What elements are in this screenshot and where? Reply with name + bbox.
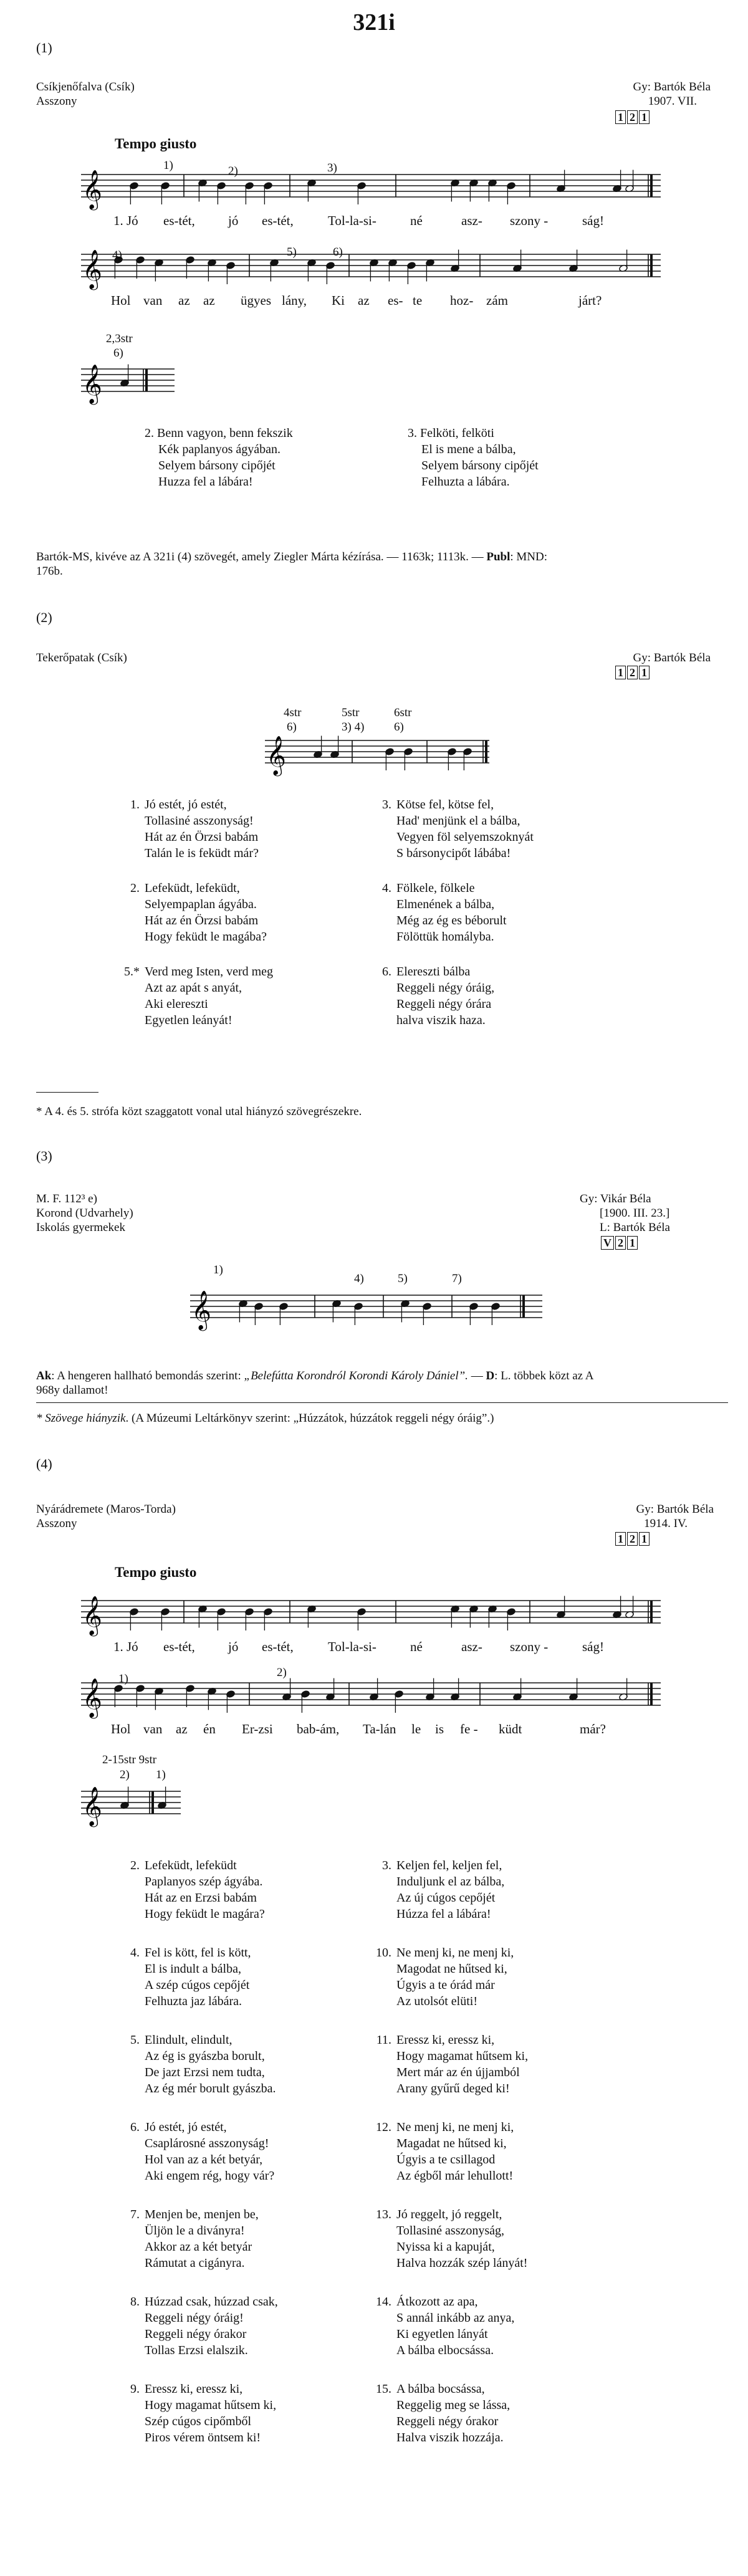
lyric-syllable: es-tét,	[262, 213, 294, 228]
treble-clef-icon: 𝄞	[191, 1290, 211, 1329]
lyric-syllable: járt?	[578, 293, 602, 308]
lyric-syllable: né	[410, 213, 423, 228]
lyric-syllable: van	[143, 293, 163, 308]
code-box: 1	[615, 1532, 626, 1546]
treble-clef-icon: 𝄞	[82, 1678, 102, 1717]
s3-transcriber: L: Bartók Béla	[600, 1221, 670, 1234]
stanza-line: Felhuzta a lábára.	[421, 475, 510, 489]
section-number-1: (1)	[36, 40, 52, 55]
lyric-syllable: szony -	[510, 1639, 549, 1654]
music-mark: 4str	[284, 706, 302, 719]
lyric-syllable: es-tét,	[163, 213, 195, 228]
lyric-syllable: es-tét,	[163, 1639, 195, 1654]
lyric-syllable: Hol	[111, 1721, 131, 1736]
stanza: 2. Lefeküdt, lefeküdt Paplanyos szép ágyába. Hát az en Erzsi babám Hogy feküdt le magára?	[130, 1859, 265, 1921]
s4-classification-code	[614, 1532, 650, 1546]
music-mark: 2)	[120, 1768, 130, 1781]
lyric-syllable: né	[410, 1639, 423, 1654]
lyric-syllable: ság!	[582, 213, 604, 228]
lyric-syllable: ügyes	[241, 293, 271, 308]
s4-singer: Asszony	[36, 1517, 77, 1530]
lyric-syllable: Hol	[111, 293, 131, 308]
treble-clef-icon: 𝄞	[82, 1596, 102, 1635]
lyric-syllable: lány,	[282, 293, 307, 308]
music-mark: 3) 4)	[342, 721, 365, 734]
stanza-column-right	[367, 1857, 528, 2446]
stanza-line: 2. Benn vagyon, benn fekszik	[145, 426, 293, 440]
music-staff	[81, 1675, 661, 1719]
code-box: 1	[639, 1532, 650, 1546]
music-mark: 3)	[327, 161, 337, 175]
music-mark: 6)	[113, 347, 123, 360]
treble-clef-icon: 𝄞	[82, 249, 102, 289]
stanza-column-left	[115, 1857, 278, 2446]
music-mark: 6)	[333, 246, 343, 259]
s2-collector: Gy: Bartók Béla	[633, 651, 711, 664]
stanza: 4. Fölkele, fölkele Elmenének a bálba, Még az ég es béborult Fölöttük homályba.	[382, 881, 507, 944]
code-box: 1	[627, 1236, 638, 1250]
stanza	[408, 425, 539, 490]
code-box: 2	[627, 666, 638, 679]
stanza-line: Kék paplanyos ágyában.	[158, 443, 281, 456]
s2-classification-code	[614, 666, 650, 680]
stanza: 13. Jó reggelt, jó reggelt, Tollasiné asszonyság, Nyissa ki a kapuját, Halva hozzák szép lányát!	[376, 2208, 528, 2270]
s4-place: Nyárádremete (Maros-Torda)	[36, 1503, 176, 1516]
music-mark: 2,3str	[106, 332, 133, 345]
section-number-2: (2)	[36, 610, 52, 625]
lyric-syllable: te	[413, 293, 423, 308]
music-staff	[81, 1593, 661, 1637]
music-mark: 7)	[452, 1272, 462, 1285]
s3-date: [1900. III. 23.]	[600, 1207, 670, 1220]
music-mark: 1)	[118, 1672, 128, 1685]
music-mark: 5str	[342, 706, 360, 719]
stanza-line: Selyem bársony cipőjét	[158, 459, 276, 472]
lyric-syllable: az	[203, 293, 215, 308]
lyric-syllable: ság!	[582, 1639, 604, 1654]
lyric-syllable: 1. Jó	[113, 213, 138, 228]
s1-singer: Asszony	[36, 95, 77, 108]
s1-source-note: Bartók-MS, kivéve az A 321i (4) szövegét, amely Ziegler Márta kézírása. — 1163k; 1113k. — Publ: MND: 176b.	[36, 550, 548, 578]
stanza: 6. Elereszti bálba Reggeli négy óráig, Reggeli négy órára halva viszik haza.	[382, 965, 495, 1027]
code-box: V	[601, 1236, 614, 1250]
s3-classification-code	[600, 1236, 638, 1250]
lyric-syllable: én	[203, 1721, 216, 1736]
s4-date: 1914. IV.	[644, 1517, 688, 1530]
music-staff	[81, 247, 661, 290]
footnote-divider	[36, 1402, 728, 1403]
lyric-syllable: az	[358, 293, 370, 308]
lyric-syllable: jó	[228, 1639, 239, 1654]
s3-source-note: Ak: A hengeren hallható bemondás szerint: „Belefútta Korondról Korondi Károly Dániel”. — D: L. többek közt az A 968y dallamot!	[36, 1369, 594, 1397]
music-mark: 6)	[287, 721, 297, 734]
lyric-syllable: fe -	[460, 1721, 478, 1736]
music-staff	[81, 167, 661, 211]
lyric-syllable: is	[435, 1721, 444, 1736]
s2-place: Tekerőpatak (Csík)	[36, 651, 127, 664]
treble-clef-icon: 𝄞	[82, 1786, 102, 1826]
lyric-syllable: már?	[580, 1721, 606, 1736]
s3-footnote: * Szövege hiányzik. (A Múzeumi Leltárkönyv szerint: „Húzzátok, húzzátok reggeli négy óráig”.)	[36, 1412, 494, 1425]
stanza	[145, 425, 293, 490]
code-box: 2	[627, 1532, 638, 1546]
stanza: 10. Ne menj ki, ne menj ki, Magodat ne hűtsed ki, Úgyis a te órád már Az utolsót elüti!	[376, 1946, 514, 2008]
code-box: 1	[639, 110, 650, 124]
lyric-syllable: szony -	[510, 213, 549, 228]
s3-place: Korond (Udvarhely)	[36, 1207, 133, 1220]
lyric-syllable: le	[411, 1721, 421, 1736]
s3-collector: Gy: Vikár Béla	[580, 1192, 651, 1205]
stanza: 1. Jó estét, jó estét, Tollasiné asszonyság! Hát az én Örzsi babám Talán le is feküdt már?	[130, 798, 259, 860]
stanza-column-left	[115, 797, 273, 1028]
page-title: 321i	[353, 9, 395, 36]
lyric-syllable: zám	[486, 293, 508, 308]
stanza-line: Huzza fel a lábára!	[158, 475, 253, 489]
s4-tempo: Tempo giusto	[115, 1564, 197, 1580]
music-mark: 6str	[394, 706, 412, 719]
lyric-syllable: küdt	[499, 1721, 522, 1736]
lyric-syllable: Tol-la-si-	[328, 1639, 376, 1654]
s1-tempo: Tempo giusto	[115, 136, 197, 151]
lyric-syllable: asz-	[461, 1639, 482, 1654]
lyric-syllable: az	[178, 293, 190, 308]
lyric-syllable: es-	[388, 293, 403, 308]
lyric-syllable: Tol-la-si-	[328, 213, 376, 228]
stanza: 12. Ne menj ki, ne menj ki, Magadat ne hűtsed ki, Úgyis a te csillagod Az égből már lehullott!	[376, 2120, 514, 2183]
stanza: 5. Elindult, elindult, Az ég is gyászba borult, De jazt Erzsi nem tudta, Az ég mér borult gyászba.	[130, 2033, 276, 2095]
footnote-divider	[36, 1092, 98, 1093]
code-box: 2	[627, 110, 638, 124]
section-number-3: (3)	[36, 1148, 52, 1164]
music-mark: 1)	[163, 159, 173, 172]
treble-clef-icon: 𝄞	[82, 364, 102, 403]
s1-collector: Gy: Bartók Béla	[633, 80, 711, 93]
stanza: 4. Fel is kött, fel is kött, El is indult a bálba, A szép cúgos cepőjét Felhuzta jaz lábára.	[130, 1946, 251, 2008]
lyric-syllable: asz-	[461, 213, 482, 228]
music-staff	[81, 362, 175, 405]
music-mark: 4)	[112, 249, 122, 262]
s3-singer: Iskolás gyermekek	[36, 1221, 125, 1234]
music-mark: 2)	[277, 1666, 287, 1679]
stanza-line: Selyem bársony cipőjét	[421, 459, 539, 472]
lyric-syllable: Er-zsi	[242, 1721, 273, 1736]
s1-date: 1907. VII.	[648, 95, 697, 108]
lyric-syllable: Ki	[332, 293, 345, 308]
stanza: 7. Menjen be, menjen be, Üljön le a diványra! Akkor az a két betyár Rámutat a cigányra.	[130, 2208, 259, 2270]
stanza: 14. Átkozott az apa, S annál inkább az anya, Ki egyetlen lányát A bálba elbocsássa.	[376, 2295, 515, 2357]
lyric-syllable: 1. Jó	[113, 1639, 138, 1654]
music-mark: 5)	[287, 246, 297, 259]
s2-footnote: * A 4. és 5. strófa közt szaggatott vonal utal hiányzó szövegrészekre.	[36, 1105, 362, 1118]
s4-collector: Gy: Bartók Béla	[636, 1503, 714, 1516]
stanza: 3. Kötse fel, kötse fel, Had' menjünk el a bálba, Vegyen föl selyemszoknyát S bársonycipőt lábába!	[382, 798, 534, 860]
stanza: 9. Eressz ki, eressz ki, Hogy magamat hűtsem ki, Szép cúgos cipőmből Piros vérem öntsem ki!	[130, 2382, 277, 2444]
s3-reference: M. F. 112³ e)	[36, 1192, 97, 1205]
music-mark: 4)	[354, 1272, 364, 1285]
music-mark: 2-15str 9str	[102, 1753, 157, 1766]
stanza-line: 3. Felköti, felköti	[408, 426, 494, 440]
lyric-syllable: es-tét,	[262, 1639, 294, 1654]
stanza-column-right	[367, 797, 534, 1028]
stanza: 2. Lefeküdt, lefeküdt, Selyempaplan ágyába. Hát az én Örzsi babám Hogy feküdt le magába?	[130, 881, 267, 944]
music-staff	[190, 1288, 542, 1331]
s1-place: Csíkjenőfalva (Csík)	[36, 80, 135, 93]
treble-clef-icon: 𝄞	[266, 735, 286, 775]
stanza: 5.* Verd meg Isten, verd meg Azt az apát s anyát, Aki elereszti Egyetlen leányát!	[124, 965, 274, 1027]
stanza: 3. Keljen fel, keljen fel, Induljunk el az bálba, Az új cúgos cepőjét Húzza fel a lábára!	[382, 1859, 505, 1921]
lyric-syllable: Ta-lán	[363, 1721, 396, 1736]
lyric-syllable: jó	[228, 213, 239, 228]
stanza: 6. Jó estét, jó estét, Csaplárosné asszonyság! Hol van az a két betyár, Aki engem rég, hogy vár?	[130, 2120, 275, 2183]
section-number-4: (4)	[36, 1456, 52, 1472]
code-box: 1	[615, 666, 626, 679]
music-staff	[81, 1784, 181, 1827]
lyric-syllable: hoz-	[450, 293, 474, 308]
code-box: 1	[639, 666, 650, 679]
music-mark: 5)	[398, 1272, 408, 1285]
stanza: 11. Eressz ki, eressz ki, Hogy magamat hűtsem ki, Mert már az én újjamból Arany gyűrű deged ki!	[376, 2033, 529, 2095]
music-mark: 1)	[156, 1768, 166, 1781]
music-mark: 2)	[228, 165, 238, 178]
music-mark: 6)	[394, 721, 404, 734]
stanza: 8. Húzzad csak, húzzad csak, Reggeli négy óráig! Reggeli négy órakor Tollas Erzsi elalszik.	[130, 2295, 278, 2357]
music-mark: 1)	[213, 1263, 223, 1276]
s1-classification-code	[614, 110, 650, 125]
stanza: 15. A bálba bocsássa, Reggelig meg se lássa, Reggeli négy órakor Halva viszik hozzája.	[376, 2382, 511, 2444]
stanza-line: El is mene a bálba,	[421, 443, 516, 456]
code-box: 2	[615, 1236, 626, 1250]
lyric-syllable: van	[143, 1721, 163, 1736]
code-box: 1	[615, 110, 626, 124]
music-staff	[265, 733, 489, 777]
lyric-syllable: bab-ám,	[297, 1721, 340, 1736]
lyric-syllable: az	[176, 1721, 188, 1736]
treble-clef-icon: 𝄞	[82, 170, 102, 209]
